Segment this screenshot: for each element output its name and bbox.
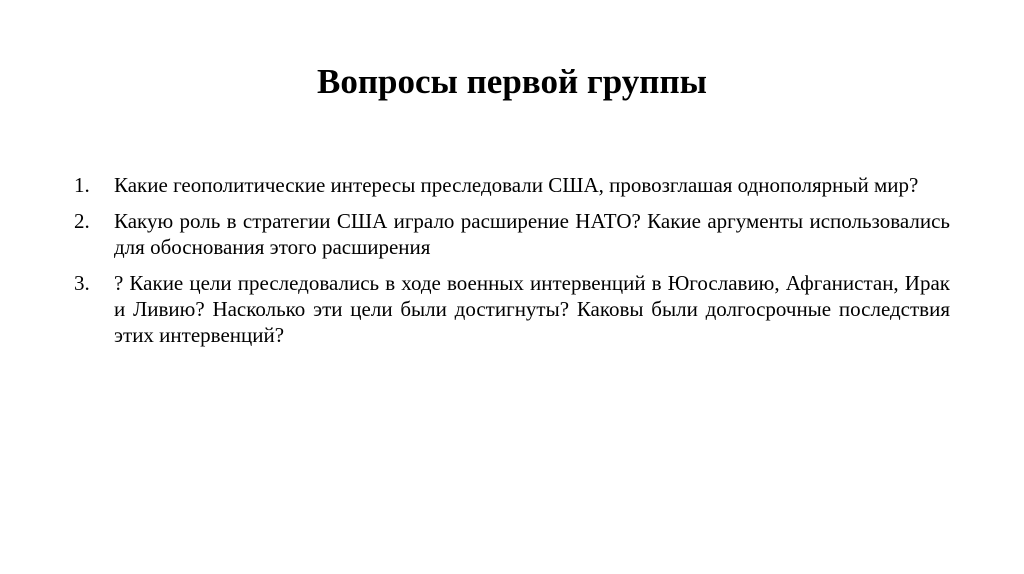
question-list — [74, 172, 950, 358]
question-number: 1. — [74, 173, 90, 197]
question-text: Какую роль в стратегии США играло расширение НАТО? Какие аргументы использовались для обоснования этого расширения — [114, 209, 950, 259]
question-text: Какие геополитические интересы преследовали США, провозглашая однополярный мир? — [114, 173, 919, 197]
question-item — [74, 270, 950, 348]
slide-title: Вопросы первой группы — [317, 62, 707, 101]
question-text: ? Какие цели преследовались в ходе военных интервенций в Югославию, Афганистан, Ирак и Ливию? Насколько эти цели были достигнуты? Каковы были долгосрочные последствия этих интервенций? — [114, 271, 950, 347]
question-item — [74, 172, 950, 198]
question-item — [74, 208, 950, 260]
question-number: 2. — [74, 209, 90, 233]
question-number: 3. — [74, 271, 90, 295]
